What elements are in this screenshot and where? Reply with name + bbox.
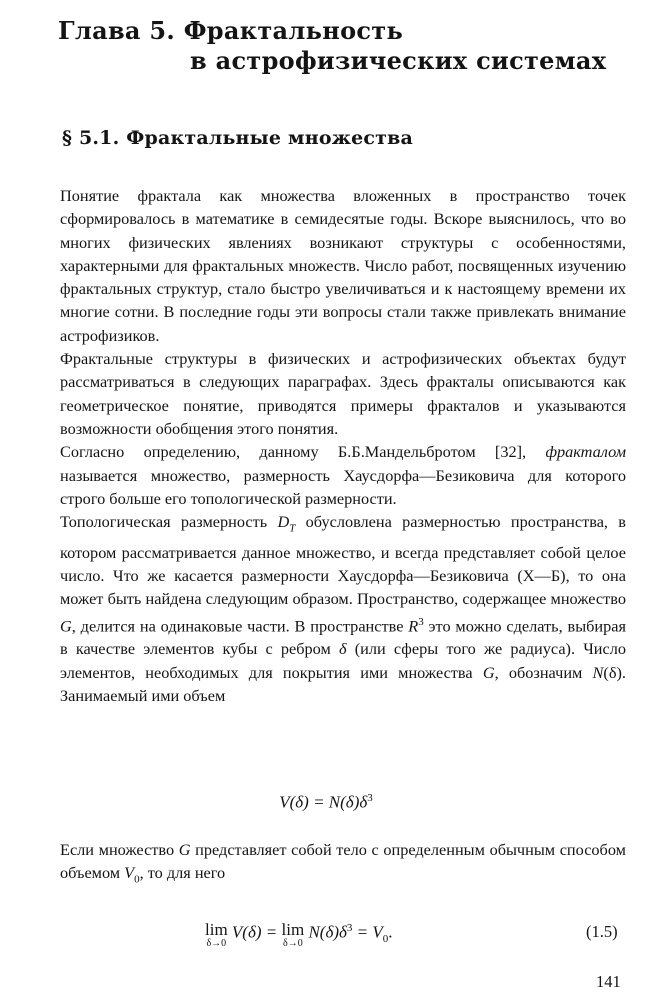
paragraph-3 [60, 440, 626, 510]
limit-period: . [388, 922, 393, 942]
equation-number: (1.5) [586, 922, 618, 941]
symbol-v0-subscript: 0 [134, 873, 140, 886]
limit-subscript-2: δ→0 [282, 938, 303, 949]
equation-limit [205, 922, 393, 950]
symbol-g-3: G [178, 840, 191, 859]
symbol-g-2: G [482, 662, 495, 682]
limit-word-1: lim [205, 920, 228, 939]
limit-right-side: N(δ)δ [308, 922, 347, 942]
chapter-title-line-1: Глава 5. Фрактальность [58, 16, 404, 45]
paragraph-4-text-2: обусловлена размерностью пространства, в котором рассматривается данное множество, и всегда представляет собой целое число. Что же касается размерности Хаусдорфа—Безиковича (Х—Б), то она может быть найдена следующим образом. Пространство, содержащее множество [60, 512, 626, 609]
paragraph-1: Понятие фрактала как множества вложенных в пространство точек сформировалось в математике в семидесятые годы. Вскоре выяснилось, что во многих физических явлениях возникают структуры с особенностями, характерными для фрактальных множеств. Число работ, посвященных изучению фрактальных структур, стало быстро увеличиваться и к настоящему времени их многие сотни. В последние годы эти вопросы стали также привлекать внимание астрофизиков. [60, 186, 626, 345]
symbol-g: G [60, 616, 72, 636]
paragraph-2: Фрактальные структуры в физических и астрофизических объектах будут рассматриваться в следующих параграфах. Здесь фракталы описываются как геометрическое понятие, приводятся примеры фракталов и указываются возможности обобщения этого понятия. [60, 349, 626, 438]
symbol-v0: V [124, 863, 135, 883]
body-text [60, 184, 626, 707]
paragraph-5-text-3: , то для него [139, 863, 226, 883]
limit-word-2: lim [281, 920, 305, 939]
paragraph-4-text-5: (или сферы того же радиуса). Число элементов, необходимых для покрытия ими множества [60, 639, 627, 682]
chapter-title [58, 16, 648, 76]
limit-operator-2 [282, 922, 305, 950]
symbol-r-superscript: 3 [418, 615, 424, 628]
limit-exponent: 3 [346, 922, 353, 934]
paragraph-4-text-7: (δ). Занимаемый ими объем [60, 662, 626, 705]
paragraph-4 [60, 510, 626, 707]
page-number: 141 [596, 972, 621, 991]
symbol-d-subscript: T [289, 522, 296, 535]
paragraph-3-text-a: Согласно определению, данному Б.Б.Мандельбротом [32], [60, 442, 546, 462]
paragraph-4-text-1: Топологическая размерность [60, 512, 278, 532]
paragraph-5-text-2: представляет собой тело с определенным обычным способом объемом [60, 840, 626, 883]
limit-left-side: V(δ) = [231, 922, 282, 942]
paragraph-4-text-3: , делится на одинаковые части. В пространстве [71, 616, 409, 636]
equation-volume [0, 792, 652, 813]
paragraph-4-text-6: , обозначим [494, 662, 593, 682]
limit-result-subscript: 0 [382, 933, 389, 946]
limit-subscript-1: δ→0 [206, 938, 227, 949]
equation-volume-body: V(δ) = N(δ)δ [279, 792, 368, 812]
paragraph-3-text-b: называется множество, размерность Хаусдорфа—Безиковича для которого строго больше его топологической размерности. [60, 465, 626, 508]
symbol-r: R [408, 616, 419, 636]
symbol-n: N [592, 662, 604, 682]
equation-volume-exponent: 3 [367, 792, 373, 804]
term-fractal: фракталом [545, 442, 626, 462]
paragraph-5 [60, 838, 626, 892]
paragraph-5-text-1: Если множество [60, 840, 179, 859]
paragraph-4-text-4: это можно сделать, выбирая в качестве элементов кубы с ребром [60, 616, 626, 659]
limit-operator-1 [205, 922, 228, 950]
limit-result: = V [352, 922, 383, 942]
section-title: § 5.1. Фрактальные множества [62, 127, 414, 149]
chapter-title-line-2: в астрофизических системах [190, 46, 607, 75]
symbol-delta: δ [338, 639, 347, 659]
symbol-d: D [277, 512, 290, 532]
